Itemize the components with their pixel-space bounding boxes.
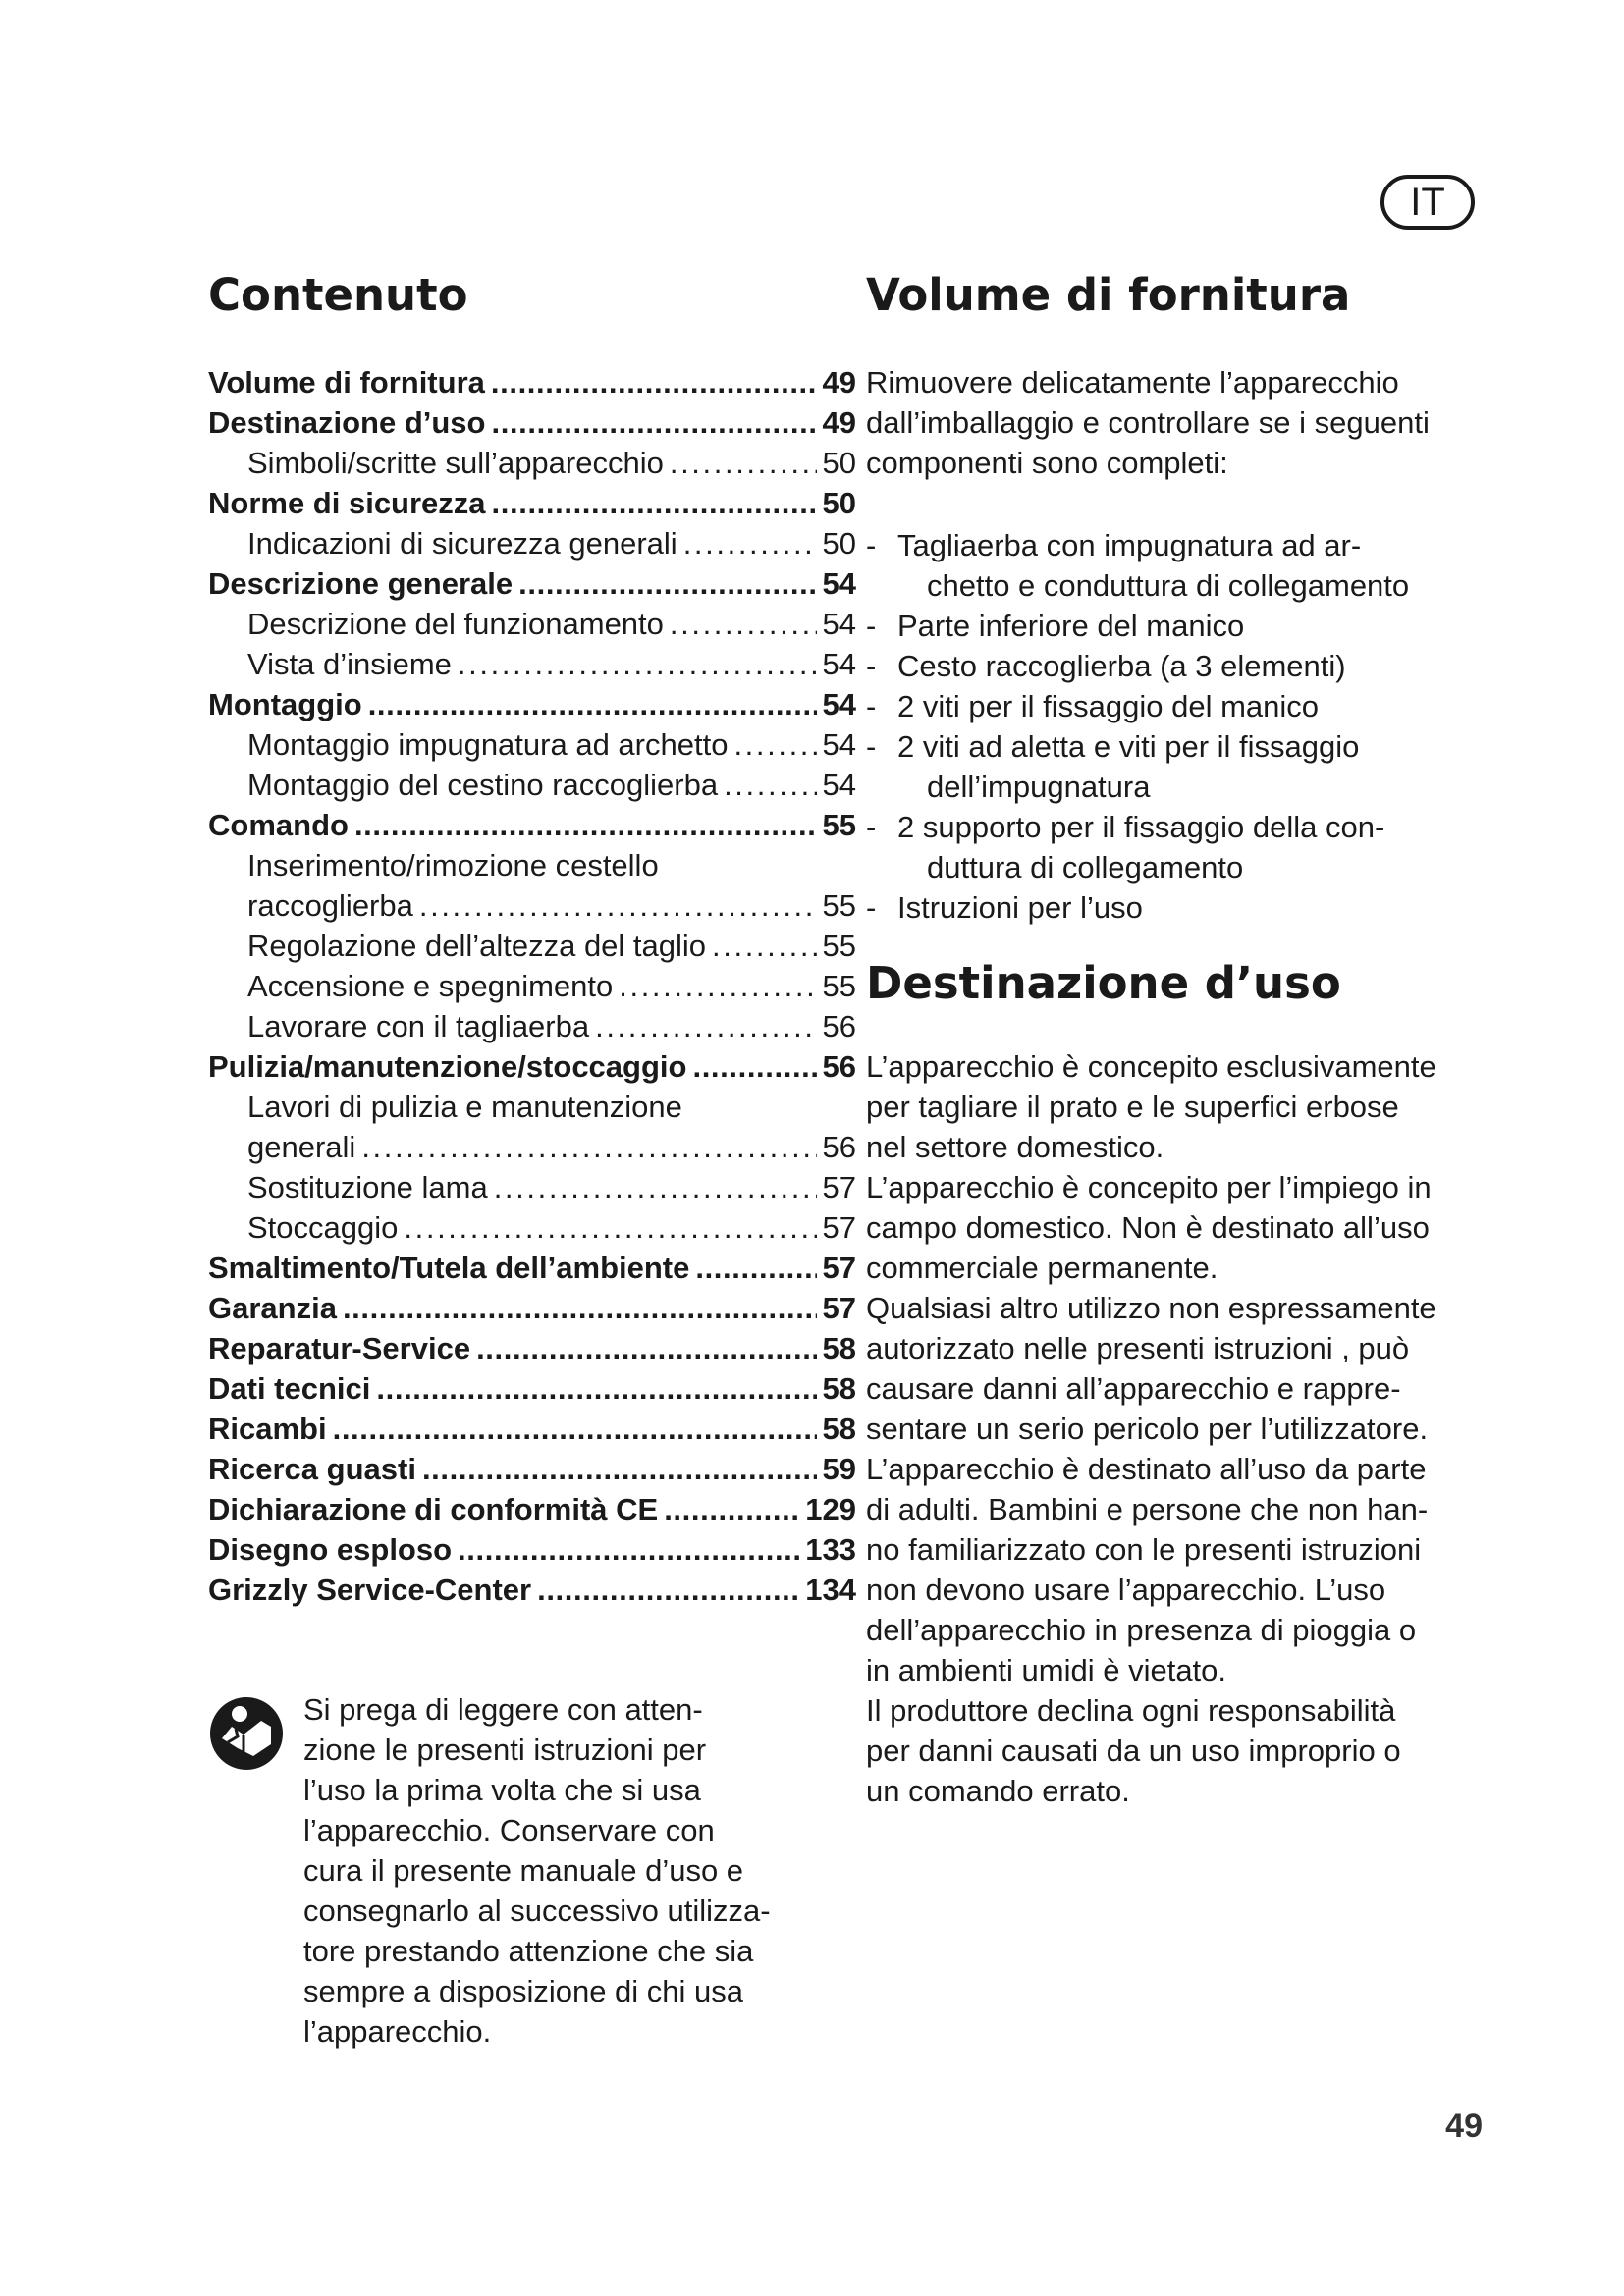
toc-entry-title: Descrizione del funzionamento [247, 607, 664, 641]
toc-dot-leader [476, 1328, 816, 1368]
toc-dot-leader [343, 1288, 817, 1328]
toc-entry [208, 1087, 856, 1127]
toc-entry-page: 57 [822, 1251, 856, 1285]
intended-use-line: causare danni all’apparecchio e rappre- [866, 1371, 1401, 1406]
toc-entry [208, 684, 856, 724]
supply-item [866, 887, 1494, 928]
read-note-line: consegnarlo al successivo utilizza- [303, 1894, 771, 1928]
toc-entry-page: 129 [805, 1492, 856, 1526]
toc-entry-title: Sostituzione lama [247, 1170, 488, 1204]
toc-entry-title: Norme di sicurezza [208, 486, 486, 520]
toc-entry-title: Dichiarazione di conformità CE [208, 1492, 659, 1526]
toc-entry-title: Montaggio impugnatura ad archetto [247, 727, 729, 762]
toc-entry-title: Pulizia/manutenzione/stoccaggio [208, 1049, 687, 1084]
toc-entry-page: 57 [822, 1210, 856, 1245]
read-note-line: zione le presenti istruzioni per [303, 1733, 707, 1767]
toc-entry [208, 402, 856, 443]
table-of-contents [208, 362, 856, 1610]
supply-item-text-continued: dell’impugnatura [927, 770, 1151, 804]
supply-item [866, 525, 1494, 606]
toc-entry [208, 926, 856, 966]
toc-entry-page: 58 [822, 1371, 856, 1406]
toc-entry [208, 604, 856, 644]
toc-entry [208, 563, 856, 604]
intended-use-line: dell’apparecchio in presenza di pioggia o [866, 1613, 1417, 1647]
toc-entry-page: 56 [822, 1009, 856, 1043]
toc-entry-title: Ricambi [208, 1412, 327, 1446]
toc-entry-page: 54 [822, 768, 856, 802]
toc-entry-page: 55 [822, 929, 856, 963]
read-note-line: l’uso la prima volta che si usa [303, 1773, 701, 1807]
toc-entry-page: 54 [822, 727, 856, 762]
list-dash: - [866, 528, 877, 562]
intended-use-line: nel settore domestico. [866, 1130, 1164, 1164]
supply-intro-line: dall’imballaggio e controllare se i seguenti [866, 405, 1430, 440]
intended-use-line: L’apparecchio è concepito esclusivamente [866, 1049, 1436, 1084]
toc-entry [208, 443, 856, 483]
intended-use-line: campo domestico. Non è destinato all’uso [866, 1210, 1430, 1245]
toc-entry [208, 483, 856, 523]
toc-entry-title: Regolazione dell’altezza del taglio [247, 929, 707, 963]
toc-entry [208, 1006, 856, 1046]
toc-entry-title: Montaggio del cestino raccoglierba [247, 768, 719, 802]
intended-use-line: per danni causati da un uso improprio o [866, 1734, 1401, 1768]
toc-entry-page: 57 [822, 1291, 856, 1325]
intended-use-line: per tagliare il prato e le superfici erbose [866, 1090, 1399, 1124]
toc-dot-leader [404, 1207, 816, 1248]
toc-entry [208, 1207, 856, 1248]
toc-entry [208, 724, 856, 765]
read-note-line: l’apparecchio. [303, 2014, 492, 2049]
toc-entry-page: 56 [822, 1049, 856, 1084]
toc-dot-leader [712, 926, 816, 966]
intended-use-line: no familiarizzato con le presenti istruzioni [866, 1532, 1422, 1567]
toc-entry [208, 1409, 856, 1449]
toc-entry [208, 1328, 856, 1368]
toc-entry [208, 1489, 856, 1529]
toc-entry-title: Simboli/scritte sull’apparecchio [247, 446, 664, 480]
toc-dot-leader [692, 1046, 816, 1087]
list-dash: - [866, 729, 877, 764]
toc-entry-title: Reparatur-Service [208, 1331, 471, 1365]
toc-entry-title: Volume di fornitura [208, 365, 485, 400]
toc-entry-title: Stoccaggio [247, 1210, 399, 1245]
intended-use-line: in ambienti umidi è vietato. [866, 1653, 1227, 1687]
toc-entry [208, 1449, 856, 1489]
toc-entry-page: 58 [822, 1412, 856, 1446]
toc-dot-leader [664, 1489, 799, 1529]
toc-entry-page: 58 [822, 1331, 856, 1365]
toc-entry-page: 49 [822, 405, 856, 440]
list-dash: - [866, 649, 877, 683]
supply-list [866, 525, 1494, 928]
toc-dot-leader [670, 443, 817, 483]
toc-dot-leader [492, 483, 817, 523]
toc-entry-title: Disegno esploso [208, 1532, 453, 1567]
toc-dot-leader [494, 1167, 817, 1207]
toc-entry-title: Accensione e spegnimento [247, 969, 614, 1003]
read-note-line: cura il presente manuale d’uso e [303, 1853, 744, 1888]
read-manual-text [303, 1689, 853, 2052]
toc-entry [208, 1127, 856, 1167]
toc-entry-title: Descrizione generale [208, 566, 514, 601]
list-dash: - [866, 609, 877, 643]
toc-dot-leader [518, 563, 816, 604]
toc-entry-title: generali [247, 1130, 356, 1164]
toc-entry-page: 55 [822, 808, 856, 842]
toc-dot-leader [419, 885, 817, 926]
language-badge: IT [1380, 175, 1475, 230]
toc-entry-page: 56 [822, 1130, 856, 1164]
toc-dot-leader [683, 523, 817, 563]
toc-heading: Contenuto [208, 269, 468, 321]
toc-dot-leader [491, 362, 817, 402]
toc-dot-leader [458, 644, 817, 684]
supply-item [866, 686, 1494, 726]
toc-entry-page: 55 [822, 969, 856, 1003]
toc-entry-title: Garanzia [208, 1291, 337, 1325]
toc-entry [208, 966, 856, 1006]
intended-use-line: un comando errato. [866, 1774, 1130, 1808]
toc-entry-title: Grizzly Service-Center [208, 1573, 532, 1607]
toc-dot-leader [733, 724, 816, 765]
intended-use-line: L’apparecchio è concepito per l’impiego in [866, 1170, 1432, 1204]
toc-entry-title: Montaggio [208, 687, 362, 721]
supply-intro [866, 362, 1494, 483]
toc-entry [208, 1248, 856, 1288]
toc-entry-title: raccoglierba [247, 888, 413, 923]
supply-item-text: Tagliaerba con impugnatura ad ar- [897, 528, 1362, 562]
intended-use-line: non devono usare l’apparecchio. L’uso [866, 1573, 1386, 1607]
toc-dot-leader [595, 1006, 816, 1046]
toc-dot-leader [354, 805, 817, 845]
toc-dot-leader [670, 604, 817, 644]
supply-item-text: 2 viti ad aletta e viti per il fissaggio [897, 729, 1360, 764]
toc-dot-leader [724, 765, 816, 805]
toc-entry-title: Dati tecnici [208, 1371, 371, 1406]
supply-heading: Volume di fornitura [866, 269, 1351, 321]
supply-item [866, 807, 1494, 887]
read-manual-icon [208, 1695, 285, 1772]
toc-entry [208, 1368, 856, 1409]
supply-intro-line: componenti sono completi: [866, 446, 1228, 480]
toc-entry [208, 765, 856, 805]
toc-entry-page: 50 [822, 486, 856, 520]
toc-entry-page: 54 [822, 647, 856, 681]
supply-item-text-continued: chetto e conduttura di collegamento [927, 568, 1410, 603]
toc-dot-leader [458, 1529, 799, 1570]
toc-dot-leader [491, 402, 816, 443]
toc-entry-title: Indicazioni di sicurezza generali [247, 526, 677, 561]
toc-entry-page: 55 [822, 888, 856, 923]
toc-dot-leader [537, 1570, 799, 1610]
toc-entry [208, 1167, 856, 1207]
toc-entry-page: 57 [822, 1170, 856, 1204]
toc-entry-title: Lavori di pulizia e manutenzione [247, 1090, 682, 1124]
read-note-line: sempre a disposizione di chi usa [303, 1974, 744, 2008]
intended-use-line: di adulti. Bambini e persone che non han- [866, 1492, 1429, 1526]
supply-item-text: 2 supporto per il fissaggio della con- [897, 810, 1385, 844]
read-note-line: tore prestando attenzione che sia [303, 1934, 754, 1968]
toc-dot-leader [619, 966, 816, 1006]
supply-item [866, 646, 1494, 686]
read-note-line: l’apparecchio. Conservare con [303, 1813, 715, 1847]
toc-entry [208, 1570, 856, 1610]
list-dash: - [866, 689, 877, 723]
toc-entry-title: Ricerca guasti [208, 1452, 416, 1486]
toc-entry [208, 1288, 856, 1328]
supply-item-text: Parte inferiore del manico [897, 609, 1245, 643]
toc-dot-leader [333, 1409, 817, 1449]
toc-entry [208, 1046, 856, 1087]
toc-entry [208, 644, 856, 684]
toc-entry-title: Comando [208, 808, 349, 842]
list-dash: - [866, 810, 877, 844]
toc-entry-page: 59 [822, 1452, 856, 1486]
toc-entry-title: Inserimento/rimozione cestello [247, 848, 659, 882]
toc-entry-page: 54 [822, 607, 856, 641]
toc-entry [208, 362, 856, 402]
supply-item [866, 606, 1494, 646]
toc-entry-page: 134 [805, 1573, 856, 1607]
supply-item [866, 726, 1494, 807]
supply-intro-line: Rimuovere delicatamente l’apparecchio [866, 365, 1399, 400]
intended-use-text [866, 1046, 1494, 1811]
toc-entry [208, 805, 856, 845]
read-note-line: Si prega di leggere con atten- [303, 1692, 703, 1727]
toc-dot-leader [422, 1449, 817, 1489]
intended-use-line: L’apparecchio è destinato all’uso da parte [866, 1452, 1427, 1486]
toc-entry-title: Lavorare con il tagliaerba [247, 1009, 590, 1043]
toc-dot-leader [361, 1127, 816, 1167]
toc-entry [208, 1529, 856, 1570]
intended-use-line: autorizzato nelle presenti istruzioni , può [866, 1331, 1410, 1365]
list-dash: - [866, 890, 877, 925]
toc-entry-page: 49 [822, 365, 856, 400]
supply-item-text: Istruzioni per l’uso [897, 890, 1143, 925]
supply-item-text: 2 viti per il fissaggio del manico [897, 689, 1320, 723]
toc-entry-page: 54 [822, 687, 856, 721]
toc-entry [208, 523, 856, 563]
toc-entry [208, 885, 856, 926]
toc-entry-title: Destinazione d’uso [208, 405, 486, 440]
toc-entry-page: 50 [822, 446, 856, 480]
toc-entry [208, 845, 856, 885]
intended-use-line: commerciale permanente. [866, 1251, 1218, 1285]
intended-use-heading: Destinazione d’uso [866, 957, 1341, 1009]
supply-item-text-continued: duttura di collegamento [927, 850, 1244, 884]
toc-entry-page: 133 [805, 1532, 856, 1567]
toc-entry-page: 50 [822, 526, 856, 561]
page-number: 49 [1445, 2108, 1483, 2145]
toc-dot-leader [376, 1368, 816, 1409]
toc-entry-title: Vista d’insieme [247, 647, 452, 681]
supply-item-text: Cesto raccoglierba (a 3 elementi) [897, 649, 1346, 683]
toc-dot-leader [368, 684, 817, 724]
intended-use-line: Qualsiasi altro utilizzo non espressamente [866, 1291, 1436, 1325]
toc-entry-page: 54 [822, 566, 856, 601]
toc-dot-leader [695, 1248, 816, 1288]
toc-entry-title: Smaltimento/Tutela dell’ambiente [208, 1251, 690, 1285]
intended-use-line: sentare un serio pericolo per l’utilizzatore. [866, 1412, 1429, 1446]
intended-use-line: Il produttore declina ogni responsabilità [866, 1693, 1396, 1728]
